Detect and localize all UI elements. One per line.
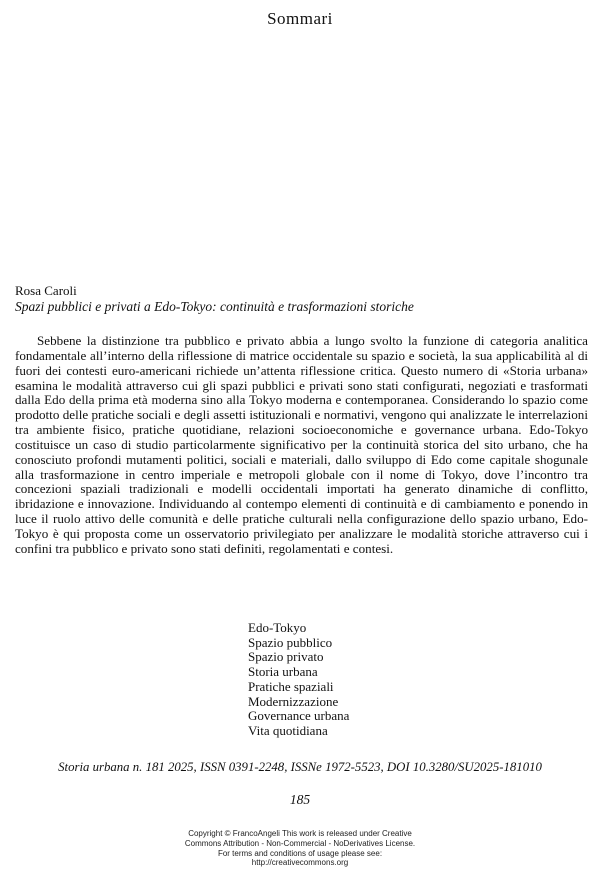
keyword-item: Spazio privato	[248, 649, 324, 665]
author-name: Rosa Caroli	[15, 283, 77, 298]
copyright-notice	[0, 829, 600, 868]
journal-citation: Storia urbana n. 181 2025, ISSN 0391-2248, ISSNe 1972-5523, DOI 10.3280/SU2025-181010	[58, 760, 542, 774]
keyword-item: Spazio pubblico	[248, 634, 333, 650]
keywords-list	[248, 621, 349, 739]
keyword-item: Governance urbana	[248, 708, 350, 724]
copyright-line: Commons Attribution - Non-Commercial - NoDerivatives License.	[184, 838, 416, 848]
keyword-item: Vita quotidiana	[248, 722, 328, 738]
author-block	[15, 283, 588, 315]
copyright-line: Copyright © FrancoAngeli This work is released under Creative	[188, 829, 412, 838]
keyword-item: Edo-Tokyo	[248, 620, 307, 635]
keyword-item: Storia urbana	[248, 664, 318, 680]
abstract-paragraph: Sebbene la distinzione tra pubblico e privato abbia a lungo svolto la funzione di categoria analitica fondamentale all’interno della riflessione di matrice occidentale su spazio e società, la sua applicabilità al di fuori dei contesti euro-americani richiede un’attenta riflessione critica. Questo numero di «Storia urbana» esamina le modalità attraverso cui gli spazi pubblici e privati sono stati configurati, negoziati e trasformati dalla Edo della prima età moderna sino alla Tokyo moderna e contemporanea. Considerando lo spazio come prodotto delle pratiche sociali e degli assetti istituzionali e normativi, vengono qui analizzate le interrelazioni tra ambiente fisico, pratiche quotidiane, relazioni socioeconomiche e governance urbana. Edo-Tokyo costituisce un caso di studio particolarmente significativo per la continuità storica del sito urbano, che ha conosciuto profondi mutamenti politici, sociali e materiali, dallo sviluppo di Edo come capitale shogunale alla trasformazione in centro imperiale e metropoli globale con il nome di Tokyo, dove l’incontro tra concezioni spaziali tradizionali e modelli occidentali importati ha generato dinamiche di conflitto, ibridazione e innovazione. Individuando al contempo elementi di continuità e di cambiamento e ponendo in luce il ruolo attivo delle comunità e delle pratiche culturali nella configurazione dello spazio urbano, Edo-Tokyo è qui proposta come un osservatorio privilegiato per analizzare le modalità storiche attraverso cui i confini tra pubblico e privato sono stati definiti, regolamentati e contesi.	[15, 333, 588, 556]
section-title: Sommari	[267, 9, 333, 28]
article-title: Spazi pubblici e privati a Edo-Tokyo: continuità e trasformazioni storiche	[15, 299, 414, 314]
creativecommons-url: http://creativecommons.org	[251, 858, 349, 868]
keyword-item: Pratiche spaziali	[248, 678, 334, 694]
copyright-line: For terms and conditions of usage please see:	[217, 848, 383, 858]
page-number: 185	[289, 792, 311, 807]
keyword-item: Modernizzazione	[248, 693, 339, 709]
